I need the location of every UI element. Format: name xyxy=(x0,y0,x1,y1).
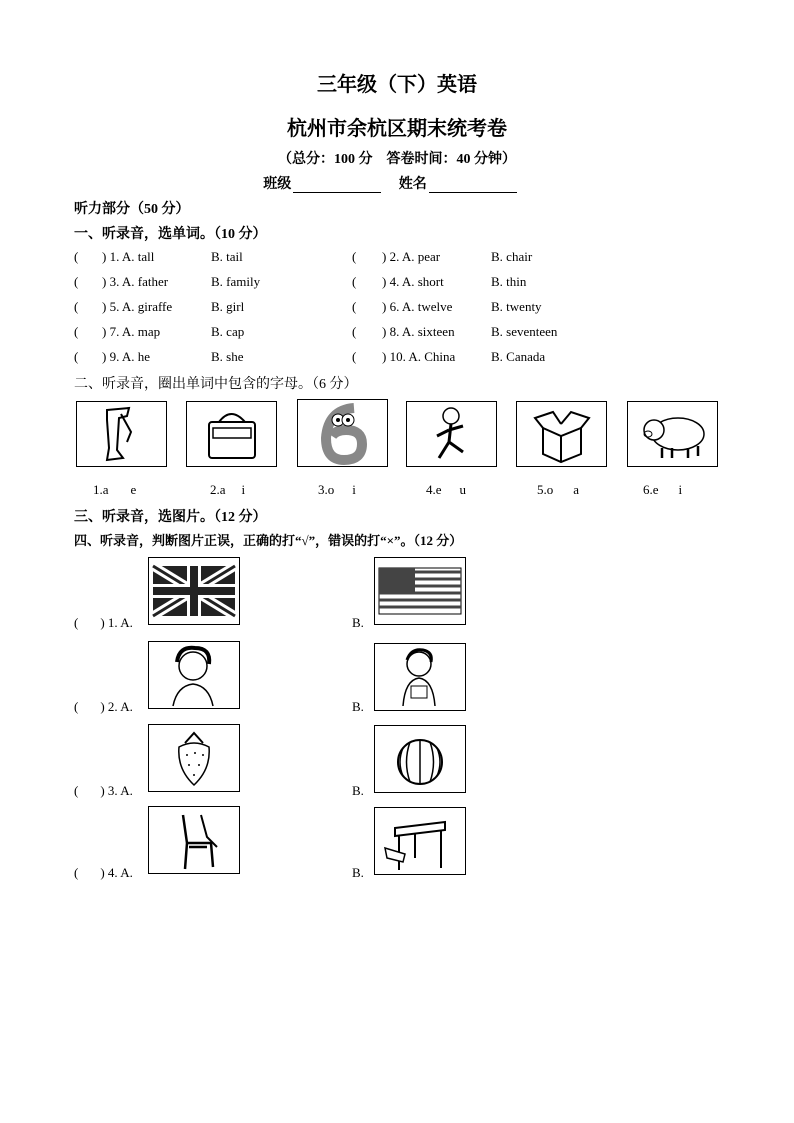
q9-b[interactable]: B. she xyxy=(211,349,244,364)
watermelon-icon xyxy=(374,725,466,793)
box-icon xyxy=(516,401,607,467)
pig-icon xyxy=(627,401,718,467)
part4-q1-b[interactable]: B. xyxy=(352,615,364,630)
q2[interactable]: ) 2. A. pear xyxy=(382,249,441,264)
leg-icon xyxy=(76,401,167,467)
part4-q4-b[interactable]: B. xyxy=(352,865,364,880)
bag-icon xyxy=(186,401,277,467)
q8[interactable]: ) 8. A. sixteen xyxy=(382,324,455,339)
part2-title: 二、听录音，圈出单词中包含的字母。（6 分） xyxy=(74,377,358,392)
name-blank[interactable] xyxy=(429,178,517,193)
q3-b[interactable]: B. family xyxy=(211,274,261,289)
woman-icon xyxy=(148,641,240,709)
q1-b[interactable]: B. tail xyxy=(211,249,243,264)
q5-b[interactable]: B. girl xyxy=(211,299,245,314)
part2-label: 2.a i xyxy=(210,482,246,497)
q7[interactable]: ) 7. A. map xyxy=(102,324,161,339)
part4-q3-b[interactable]: B. xyxy=(352,783,364,798)
q4[interactable]: ) 4. A. short xyxy=(382,274,444,289)
listening-title: 听力部分（50 分） xyxy=(74,202,190,217)
page-title: 三年级（下）英语 xyxy=(317,74,477,96)
us-flag-icon xyxy=(374,557,466,625)
part4-q3[interactable]: ( ) 3. A. xyxy=(74,783,133,798)
q6[interactable]: ) 6. A. twelve xyxy=(382,299,453,314)
q10-b[interactable]: B. Canada xyxy=(491,349,546,364)
q3[interactable]: ) 3. A. father xyxy=(102,274,169,289)
class-blank[interactable] xyxy=(293,178,381,193)
part2-label: 6.e i xyxy=(643,482,683,497)
q1[interactable]: ) 1. A. tall xyxy=(102,249,155,264)
q9[interactable]: ) 9. A. he xyxy=(102,349,151,364)
part4-q1[interactable]: ( ) 1. A. xyxy=(74,615,133,630)
part2-label: 5.o a xyxy=(537,482,580,497)
class-label: 班级 xyxy=(263,177,292,192)
class-name-line xyxy=(0,173,794,193)
part4-q4[interactable]: ( ) 4. A. xyxy=(74,865,133,880)
boy-icon xyxy=(374,643,466,711)
uk-flag-icon xyxy=(148,557,240,625)
q4-b[interactable]: B. thin xyxy=(491,274,527,289)
running-boy-icon xyxy=(406,401,497,467)
q7-b[interactable]: B. cap xyxy=(211,324,245,339)
part4-q2-b[interactable]: B. xyxy=(352,699,364,714)
part3-title: 三、听录音，选图片。（12 分） xyxy=(74,510,267,525)
six-icon xyxy=(297,399,388,467)
part2-label: 1.a e xyxy=(93,482,137,497)
part4-q2[interactable]: ( ) 2. A. xyxy=(74,699,133,714)
q8-b[interactable]: B. seventeen xyxy=(491,324,558,339)
desk-icon xyxy=(374,807,466,875)
strawberry-icon xyxy=(148,724,240,792)
q6-b[interactable]: B. twenty xyxy=(491,299,542,314)
part2-label: 3.o i xyxy=(318,482,356,497)
exam-meta: （总分：100 分 答卷时间：40 分钟） xyxy=(278,152,516,167)
exam-subtitle: 杭州市余杭区期末统考卷 xyxy=(287,118,507,140)
name-label: 姓名 xyxy=(398,177,427,192)
part4-title: 四、听录音，判断图片正误，正确的打“√”，错误的打“×”。（12 分） xyxy=(74,533,463,548)
q5[interactable]: ) 5. A. giraffe xyxy=(102,299,173,314)
part1-title: 一、听录音，选单词。（10 分） xyxy=(74,227,267,242)
chair-icon xyxy=(148,806,240,874)
part2-label: 4.e u xyxy=(426,482,467,497)
q10[interactable]: ) 10. A. China xyxy=(382,349,456,364)
q2-b[interactable]: B. chair xyxy=(491,249,533,264)
